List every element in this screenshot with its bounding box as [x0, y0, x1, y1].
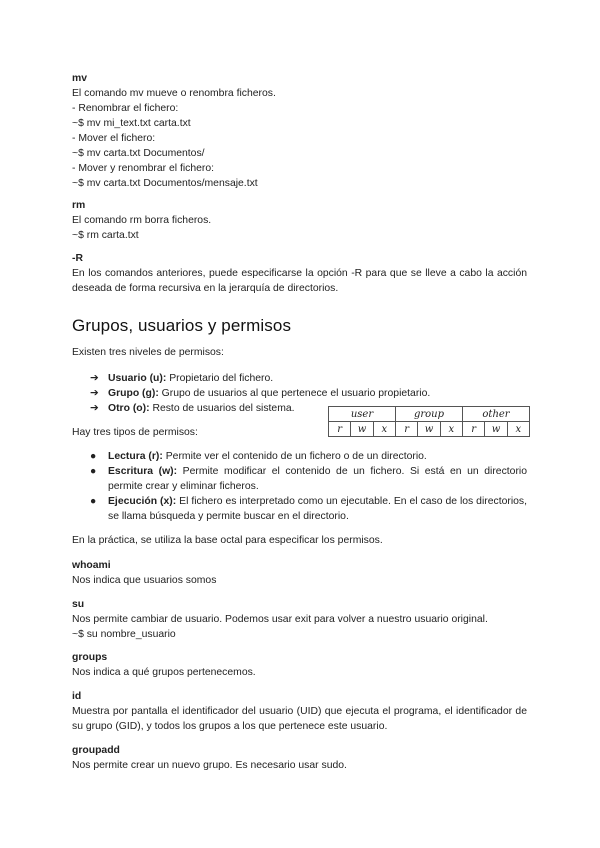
table-cell: w [351, 422, 373, 437]
type-label: Escritura (w): [108, 466, 178, 477]
type-text: Permite modificar el contenido de un fichero. Si está en un directorio permite crear y eliminar ficheros. [108, 466, 527, 492]
su-title: su [72, 599, 85, 610]
mv-line: ~$ mv carta.txt Documentos/ [72, 148, 205, 159]
table-header: group [396, 407, 463, 422]
table-header: user [329, 407, 396, 422]
bullet-icon: ● [90, 496, 97, 507]
table-cell: x [373, 422, 395, 437]
mv-line: - Mover el fichero: [72, 133, 156, 144]
table-header: other [463, 407, 530, 422]
rm-title: rm [72, 200, 86, 211]
level-label: Otro (o): [108, 403, 150, 414]
type-text: Permite ver el contenido de un fichero o de un directorio. [162, 451, 427, 462]
id-title: id [72, 691, 82, 702]
groups-section [72, 650, 527, 680]
arrow-icon: ➔ [90, 373, 99, 384]
table-cell: r [463, 422, 485, 437]
whoami-section [72, 558, 527, 588]
table-cell: r [396, 422, 418, 437]
mv-title: mv [72, 73, 88, 84]
level-text: Grupo de usuarios al que pertenece el usuario propietario. [158, 388, 431, 399]
mv-line: ~$ mv carta.txt Documentos/mensaje.txt [72, 178, 258, 189]
arrow-icon: ➔ [90, 388, 99, 399]
groups-text: Nos indica a qué grupos pertenecemos. [72, 667, 256, 678]
level-text: Propietario del fichero. [166, 373, 274, 384]
mv-line: - Renombrar el fichero: [72, 103, 179, 114]
list-item [90, 494, 527, 524]
whoami-text: Nos indica que usuarios somos [72, 575, 217, 586]
table-cell: x [507, 422, 529, 437]
recursive-title: -R [72, 253, 83, 264]
rm-line: El comando rm borra ficheros. [72, 215, 212, 226]
id-text: Muestra por pantalla el identificador del usuario (UID) que ejecuta el programa, el identificador de su grupo (GID), y todos los grupos a los que pertenece este usuario. [72, 706, 527, 732]
table-cell: x [440, 422, 462, 437]
section-heading: Grupos, usuarios y permisos [72, 316, 292, 335]
whoami-title: whoami [72, 560, 111, 571]
groups-title: groups [72, 652, 108, 663]
mv-line: ~$ mv mi_text.txt carta.txt [72, 118, 191, 129]
su-section [72, 597, 527, 642]
groupadd-title: groupadd [72, 745, 120, 756]
arrow-icon: ➔ [90, 403, 99, 414]
octal-note: En la práctica, se utiliza la base octal para especificar los permisos. [72, 535, 383, 546]
list-item [90, 464, 527, 494]
level-text: Resto de usuarios del sistema. [149, 403, 295, 414]
groupadd-section [72, 743, 527, 773]
types-list [90, 449, 527, 524]
groupadd-text: Nos permite crear un nuevo grupo. Es necesario usar sudo. [72, 760, 347, 771]
level-label: Usuario (u): [108, 373, 167, 384]
su-text: Nos permite cambiar de usuario. Podemos usar exit para volver a nuestro usuario original. [72, 614, 488, 625]
recursive-section [72, 251, 527, 296]
mv-line: El comando mv mueve o renombra ficheros. [72, 88, 276, 99]
table-cell: r [329, 422, 351, 437]
type-text: El fichero es interpretado como un ejecutable. En el caso de los directorios, se llama búsqueda y permite buscar en el directorio. [108, 496, 527, 522]
types-intro: Hay tres tipos de permisos: [72, 427, 198, 438]
table-cell: w [418, 422, 440, 437]
table-cell: w [485, 422, 507, 437]
list-item [90, 386, 430, 401]
levels-intro: Existen tres niveles de permisos: [72, 347, 224, 358]
rm-line: ~$ rm carta.txt [72, 230, 139, 241]
rm-section [72, 198, 527, 243]
type-label: Lectura (r): [108, 451, 163, 462]
mv-line: - Mover y renombrar el fichero: [72, 163, 215, 174]
mv-section [72, 71, 527, 191]
bullet-icon: ● [90, 451, 97, 462]
su-example: ~$ su nombre_usuario [72, 629, 176, 640]
id-section [72, 689, 527, 734]
list-item [90, 449, 527, 464]
type-label: Ejecución (x): [108, 496, 177, 507]
bullet-icon: ● [90, 466, 97, 477]
level-label: Grupo (g): [108, 388, 159, 399]
recursive-text: En los comandos anteriores, puede especificarse la opción -R para que se lleve a cabo la acción deseada de forma recursiva en la jerarquía de directorios. [72, 268, 527, 294]
list-item [90, 371, 430, 386]
